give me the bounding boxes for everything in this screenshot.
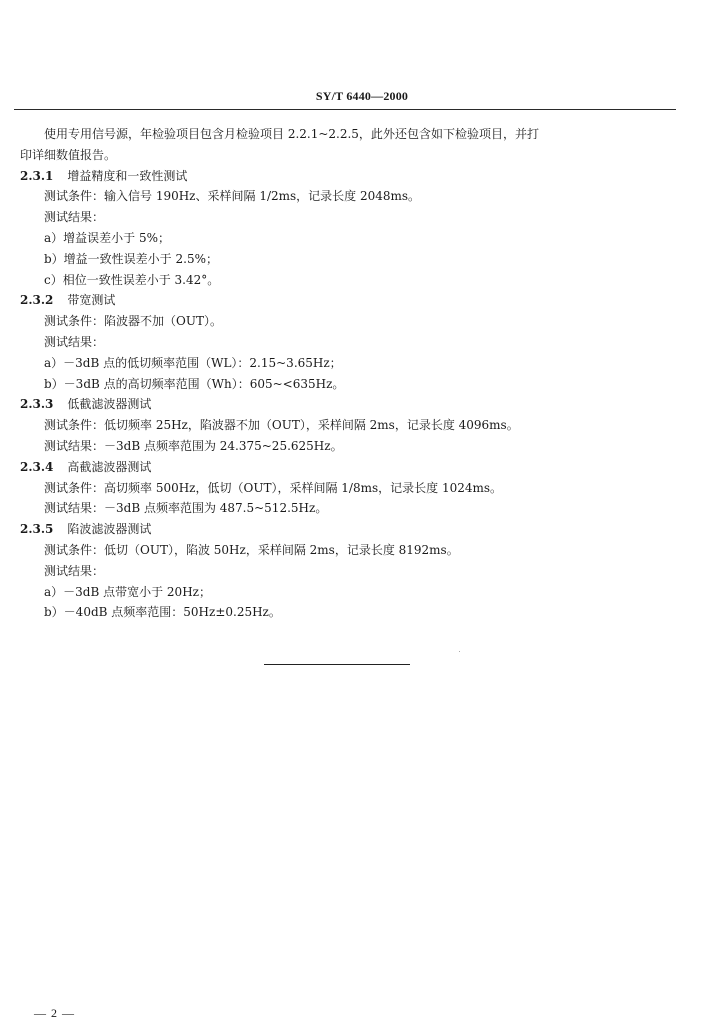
- section-line: 测试条件：低切（OUT），陷波 50Hz，采样间隔 2ms，记录长度 8192ms。: [44, 542, 459, 557]
- section-heading: [20, 519, 660, 540]
- end-of-text-rule: [264, 664, 410, 665]
- section-line: a）增益误差小于 5%；: [44, 230, 171, 245]
- section-number: 2.3.5: [20, 522, 54, 537]
- section-number: 2.3.2: [20, 293, 54, 308]
- section-heading: [20, 457, 660, 478]
- section-line: 测试条件：陷波器不加（OUT）。: [44, 314, 222, 329]
- page-number: — 2 —: [34, 1006, 75, 1020]
- section-title: 低截滤波器测试: [67, 397, 152, 412]
- section-title: 高截滤波器测试: [67, 459, 152, 474]
- section-line: b）－3dB 点的高切频率范围（Wh）：605~<635Hz。: [44, 376, 345, 391]
- section-line: 测试结果：－3dB 点频率范围为 487.5~512.5Hz。: [44, 501, 328, 516]
- intro-paragraph-line: 印详细数值报告。: [20, 147, 117, 162]
- section-heading: [20, 394, 660, 415]
- section-line: 测试结果：－3dB 点频率范围为 24.375~25.625Hz。: [44, 438, 343, 453]
- section-number: 2.3.3: [20, 397, 54, 412]
- section-line: b）增益一致性误差小于 2.5%；: [44, 251, 218, 266]
- section-title: 带宽测试: [67, 293, 116, 308]
- section-heading: [20, 290, 660, 311]
- section-line: 测试条件：低切频率 25Hz，陷波器不加（OUT），采样间隔 2ms，记录长度 4096ms。: [44, 418, 519, 433]
- section-line: b）－40dB 点频率范围：50Hz±0.25Hz。: [44, 605, 281, 620]
- header-rule: [14, 109, 676, 110]
- section-line: 测试结果：: [44, 210, 105, 225]
- section-line: a）－3dB 点的低切频率范围（WL）：2.15~3.65Hz；: [44, 355, 342, 370]
- section-line: 测试条件：高切频率 500Hz，低切（OUT），采样间隔 1/8ms，记录长度 1024ms。: [44, 480, 503, 495]
- section-line: 测试条件：输入信号 190Hz、采样间隔 1/2ms，记录长度 2048ms。: [44, 189, 421, 204]
- section-line: a）－3dB 点带宽小于 20Hz；: [44, 584, 211, 599]
- section-line: 测试结果：: [44, 563, 105, 578]
- section-title: 陷波滤波器测试: [67, 522, 152, 537]
- section-number: 2.3.4: [20, 459, 54, 474]
- intro-paragraph-line: 使用专用信号源，年检验项目包含月检验项目 2.2.1~2.2.5，此外还包含如下检验项目，并打: [44, 127, 539, 141]
- scan-speck: [459, 651, 460, 652]
- document-body: [20, 124, 660, 623]
- section-title: 增益精度和一致性测试: [67, 168, 188, 183]
- section-line: c）相位一致性误差小于 3.42°。: [44, 272, 220, 287]
- section-heading: [20, 166, 660, 187]
- standard-code-header: SY/T 6440—2000: [315, 89, 409, 103]
- section-line: 测试结果：: [44, 334, 105, 349]
- section-number: 2.3.1: [20, 168, 54, 183]
